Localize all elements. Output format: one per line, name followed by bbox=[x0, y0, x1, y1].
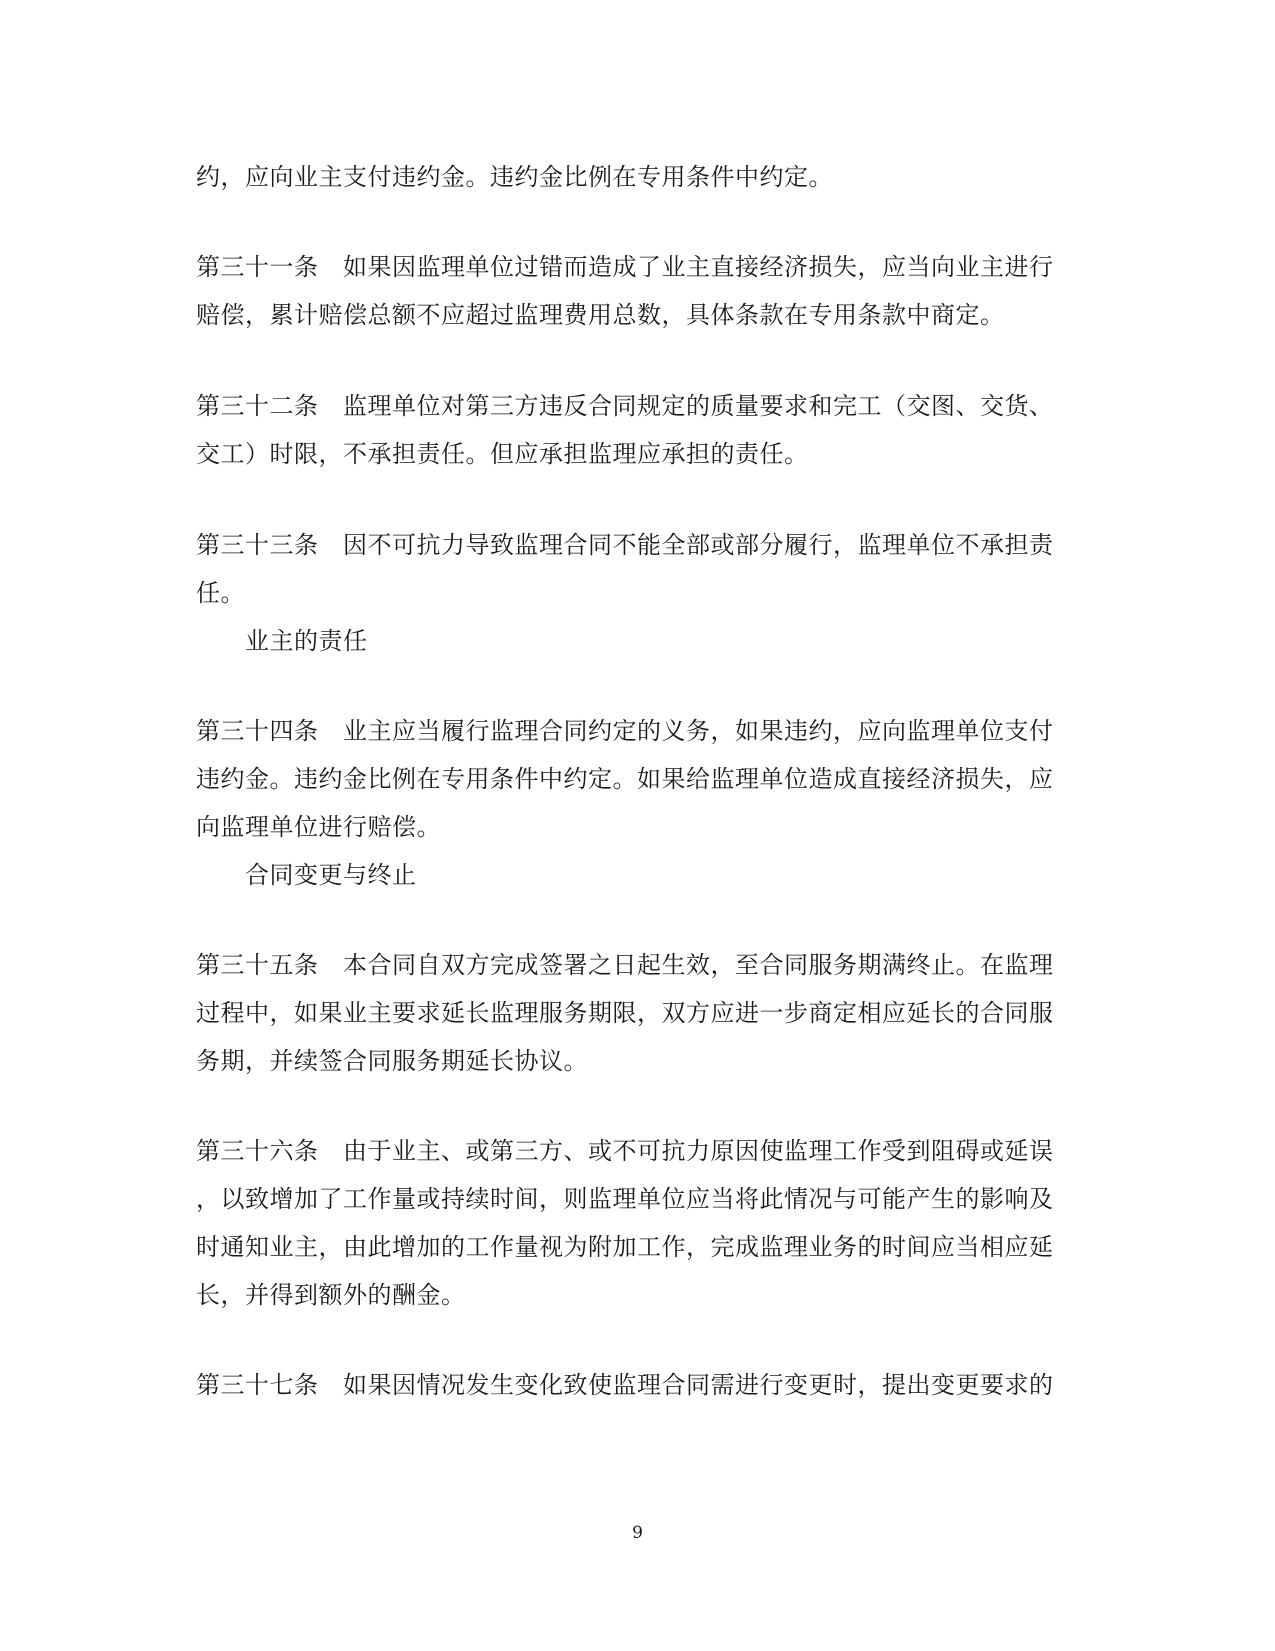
page-number: 9 bbox=[632, 1523, 643, 1543]
section-heading: 业主的责任 bbox=[245, 627, 368, 655]
text-line: 交工）时限，不承担责任。但应承担监理应承担的责任。 bbox=[196, 440, 809, 468]
text-line: 第三十三条 因不可抗力导致监理合同不能全部或部分履行，监理单位不承担责 bbox=[196, 531, 1054, 559]
text-line: 第三十五条 本合同自双方完成签署之日起生效，至合同服务期满终止。在监理 bbox=[196, 951, 1054, 979]
text-line: 第三十六条 由于业主、或第三方、或不可抗力原因使监理工作受到阻碍或延误 bbox=[196, 1137, 1054, 1165]
text-line: 第三十四条 业主应当履行监理合同约定的义务，如果违约，应向监理单位支付 bbox=[196, 717, 1054, 745]
text-line: 时通知业主，由此增加的工作量视为附加工作，完成监理业务的时间应当相应延 bbox=[196, 1233, 1054, 1261]
text-line: 任。 bbox=[196, 579, 245, 607]
text-line: 长，并得到额外的酬金。 bbox=[196, 1281, 466, 1309]
text-line: ，以致增加了工作量或持续时间，则监理单位应当将此情况与可能产生的影响及 bbox=[196, 1185, 1054, 1213]
text-line: 第三十一条 如果因监理单位过错而造成了业主直接经济损失，应当向业主进行 bbox=[196, 253, 1054, 281]
section-heading: 合同变更与终止 bbox=[245, 861, 417, 889]
text-line: 务期，并续签合同服务期延长协议。 bbox=[196, 1047, 588, 1075]
text-line: 违约金。违约金比例在专用条件中约定。如果给监理单位造成直接经济损失，应 bbox=[196, 765, 1054, 793]
text-line: 约，应向业主支付违约金。违约金比例在专用条件中约定。 bbox=[196, 163, 833, 191]
text-line: 向监理单位进行赔偿。 bbox=[196, 813, 441, 841]
text-line: 过程中，如果业主要求延长监理服务期限，双方应进一步商定相应延长的合同服 bbox=[196, 999, 1054, 1027]
text-line: 第三十二条 监理单位对第三方违反合同规定的质量要求和完工（交图、交货、 bbox=[196, 392, 1054, 420]
text-line: 赔偿，累计赔偿总额不应超过监理费用总数，具体条款在专用条款中商定。 bbox=[196, 301, 1005, 329]
text-line: 第三十七条 如果因情况发生变化致使监理合同需进行变更时，提出变更要求的 bbox=[196, 1371, 1054, 1399]
